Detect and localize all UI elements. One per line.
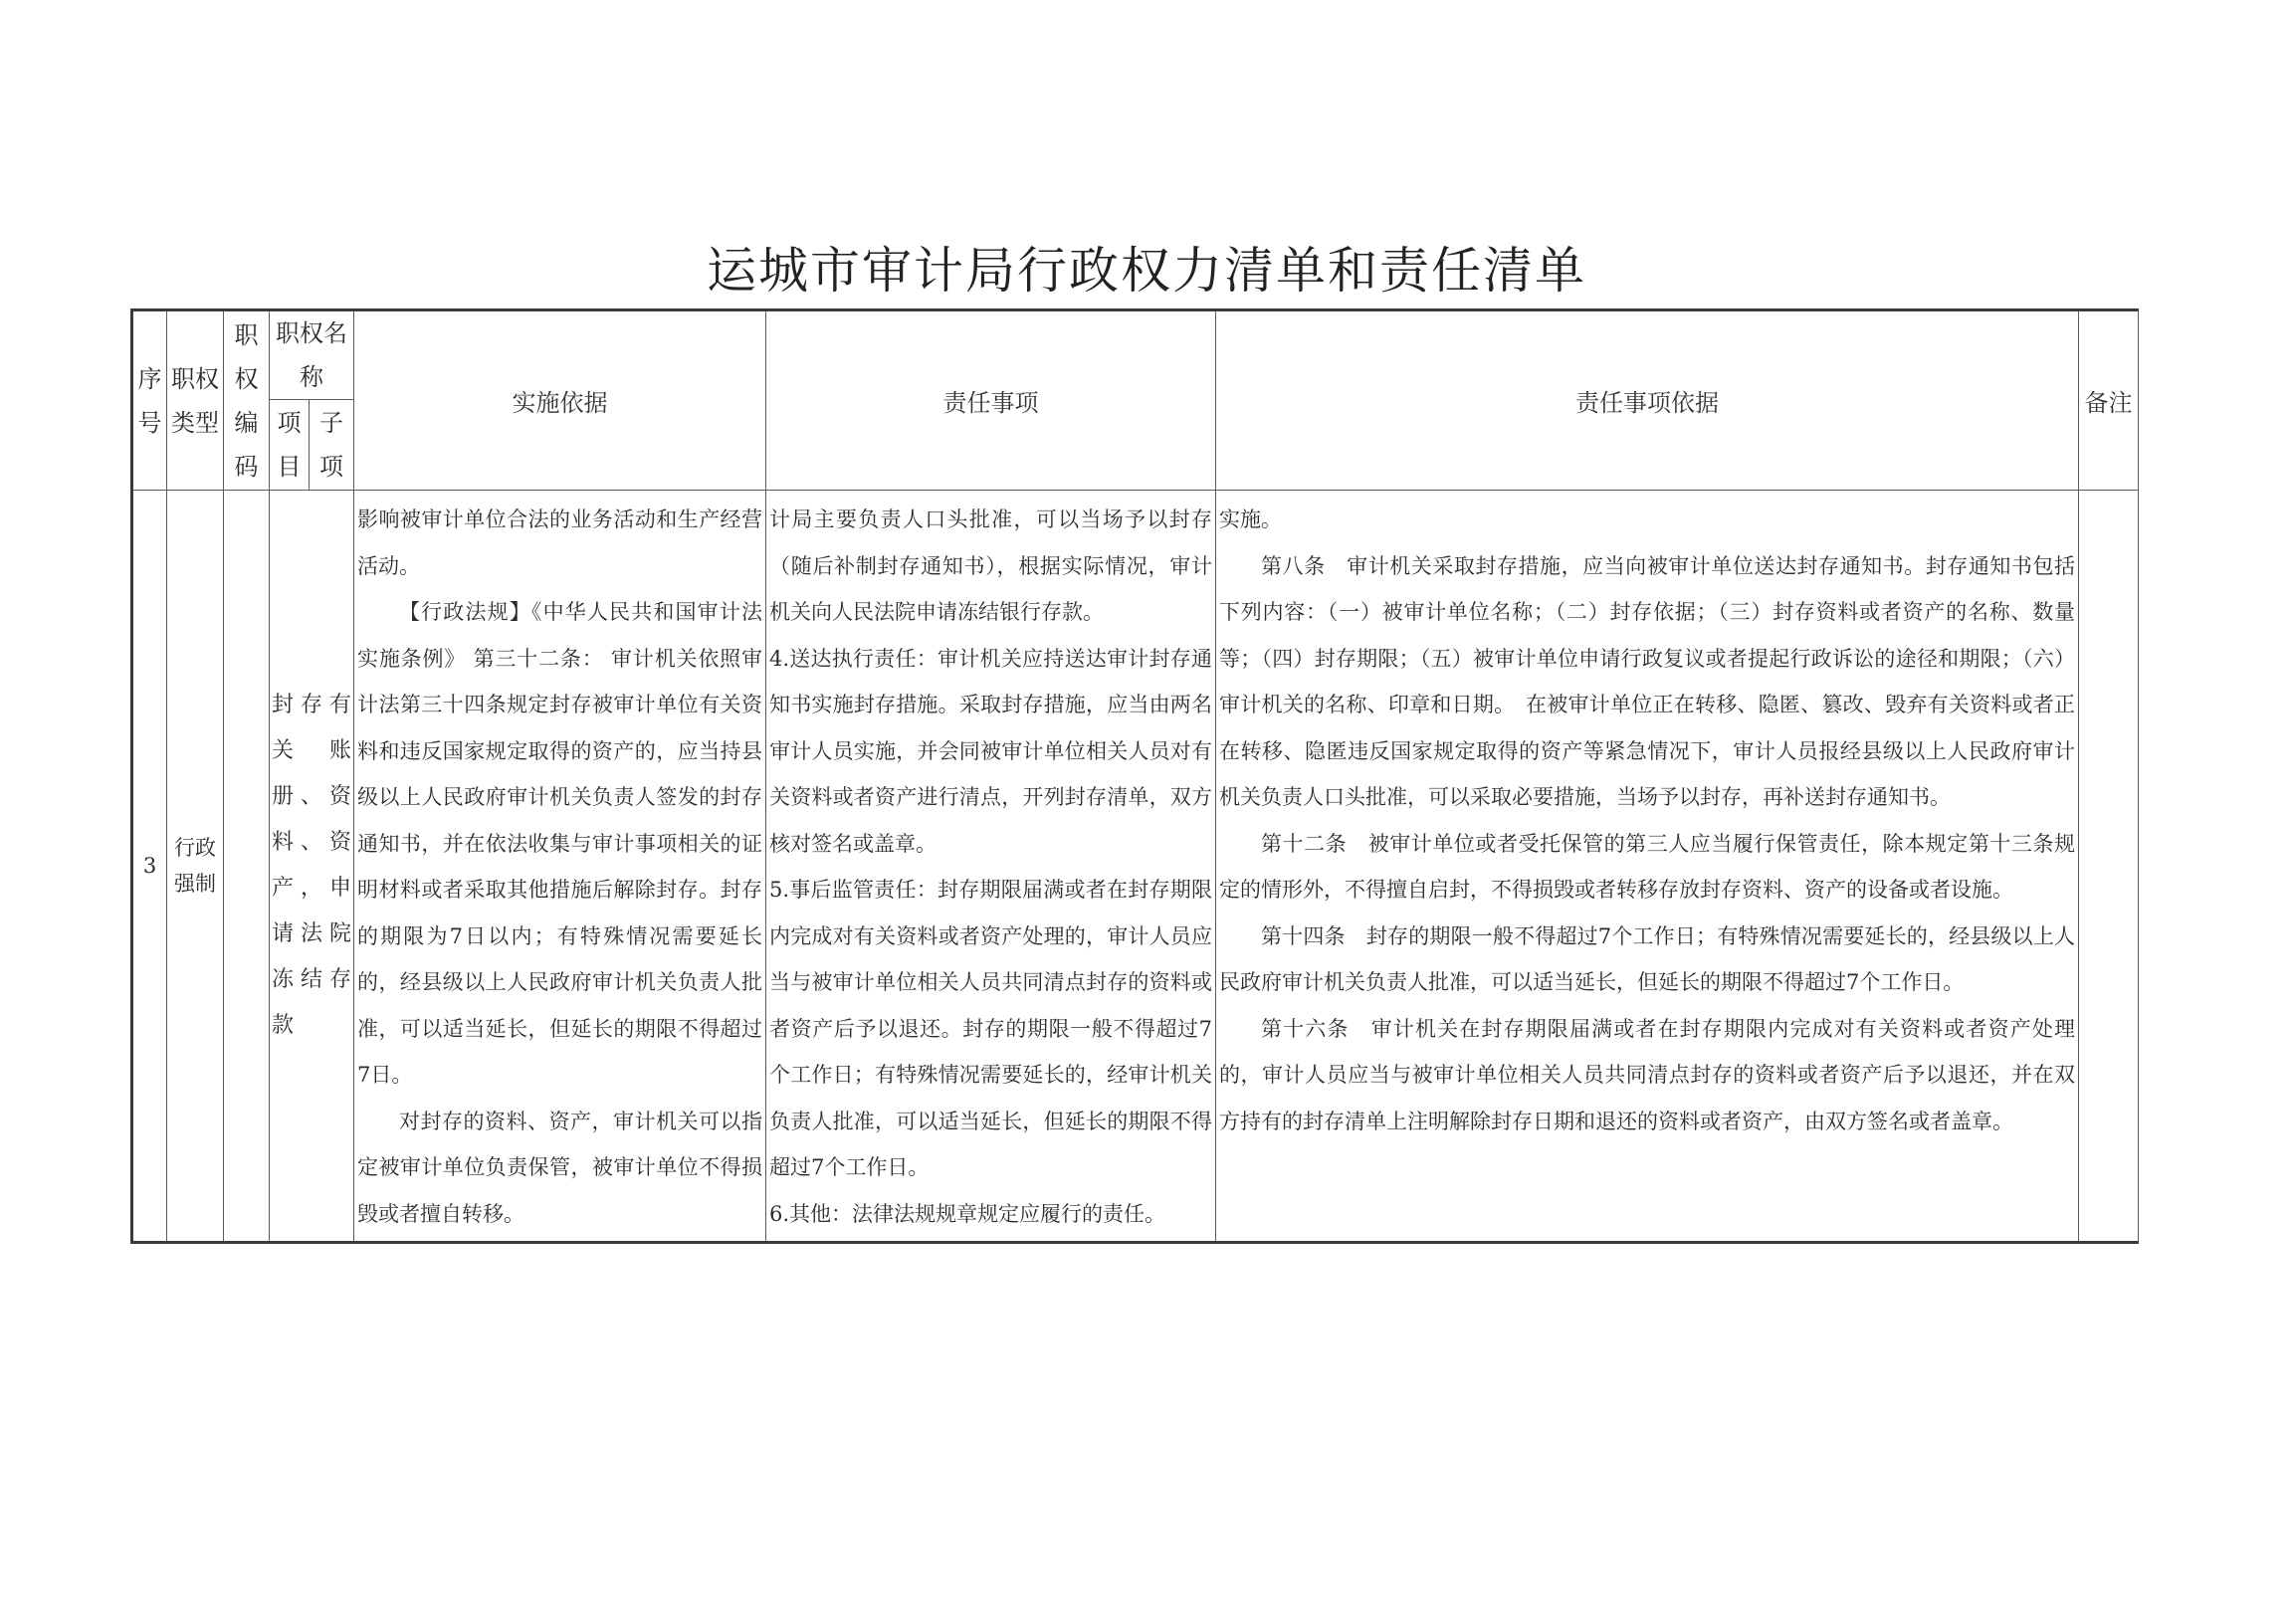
header-resp: 责任事项 — [766, 310, 1216, 491]
cell-item: 封存有关账册、资料、资产，申请法院冻结存款 — [270, 491, 354, 1243]
paragraph: 6.其他：法律法规规章规定应履行的责任。 — [769, 1201, 1166, 1226]
paragraph: 第十四条 封存的期限一般不得超过7个工作日；有特殊情况需要延长的，经县级以上人民政府审计机关负责人批准，可以适当延长，但延长的期限不得超过7个工作日。 — [1219, 923, 2075, 994]
header-code: 职权编码 — [224, 310, 270, 491]
paragraph: 实施。 — [1219, 508, 1282, 531]
paragraph: 5.事后监管责任：封存期限届满或者在封存期限内完成对有关资料或者资产处理的，审计人员应当与被审计单位相关人员共同清点封存的资料或者资产后予以退还。封存的期限一般不得超过7个工作日；有特殊情况需要延长的，经审计机关负责人批准，可以适当延长，但延长的期限不得超过7个工作日。 — [769, 878, 1212, 1179]
cell-code — [224, 491, 270, 1243]
header-item: 项目 — [270, 400, 310, 491]
table-row — [132, 491, 2139, 1243]
header-subitem: 子项 — [310, 400, 354, 491]
power-list-table — [130, 308, 2139, 1244]
header-name-group: 职权名称 — [270, 310, 354, 400]
cell-resp — [766, 491, 1216, 1243]
header-note: 备注 — [2079, 310, 2139, 491]
paragraph: 第八条 审计机关采取封存措施，应当向被审计单位送达封存通知书。封存通知书包括下列内容：（一）被审计单位名称；（二）封存依据；（三）封存资料或者资产的名称、数量等；（四）封存期限；（五）被审计单位申请行政复议或者提起行政诉讼的途径和期限；（六）审计机关的名称、印章和日期。 在被审计单位正在转移、隐匿、篡改、毁弃有关资料或者正在转移、隐匿违反国家规定取得的资产等紧急情况下，审计人员报经县级以上人民政府审计机关负责人口头批准，可以采取必要措施，当场予以封存，再补送封存通知书。 — [1219, 553, 2075, 809]
paragraph: 对封存的资料、资产，审计机关可以指定被审计单位负责保管，被审计单位不得损毁或者擅自转移。 — [357, 1109, 762, 1226]
header-type: 职权类型 — [167, 310, 224, 491]
header-basis: 实施依据 — [354, 310, 766, 491]
cell-type: 行政强制 — [167, 491, 224, 1243]
paragraph: 第十六条 审计机关在封存期限届满或者在封存期限内完成对有关资料或者资产处理的，审计人员应当与被审计单位相关人员共同清点封存的资料或者资产后予以退还，并在双方持有的封存清单上注明解除封存日期和退还的资料或者资产，由双方签名或者盖章。 — [1219, 1016, 2075, 1133]
paragraph: 【行政法规】《中华人民共和国审计法实施条例》 第三十二条： 审计机关依照审计法第三十四条规定封存被审计单位有关资料和违反国家规定取得的资产的，应当持县级以上人民政府审计机关负责人签发的封存通知书，并在依法收集与审计事项相关的证明材料或者采取其他措施后解除封存。封存的期限为7日以内；有特殊情况需要延长的，经县级以上人民政府审计机关负责人批准，可以适当延长，但延长的期限不得超过7日。 — [357, 600, 762, 1087]
paragraph: 第十二条 被审计单位或者受托保管的第三人应当履行保管责任，除本规定第十三条规定的情形外，不得擅自启封，不得损毁或者转移存放封存资料、资产的设备或者设施。 — [1219, 831, 2075, 902]
cell-note — [2079, 491, 2139, 1243]
paragraph: 计局主要负责人口头批准，可以当场予以封存（随后补制封存通知书），根据实际情况，审计机关向人民法院申请冻结银行存款。 — [769, 508, 1212, 624]
cell-seq: 3 — [132, 491, 167, 1243]
paragraph: 影响被审计单位合法的业务活动和生产经营活动。 — [357, 508, 762, 578]
header-resp-basis: 责任事项依据 — [1216, 310, 2079, 491]
cell-basis — [354, 491, 766, 1243]
cell-resp-basis — [1216, 491, 2079, 1243]
paragraph: 4.送达执行责任：审计机关应持送达审计封存通知书实施封存措施。采取封存措施，应当由两名审计人员实施，并会同被审计单位相关人员对有关资料或者资产进行清点，开列封存清单，双方核对签名或盖章。 — [769, 646, 1212, 856]
header-row-1 — [132, 310, 2139, 400]
page-title: 运城市审计局行政权力清单和责任清单 — [707, 242, 1586, 300]
header-seq: 序号 — [132, 310, 167, 491]
